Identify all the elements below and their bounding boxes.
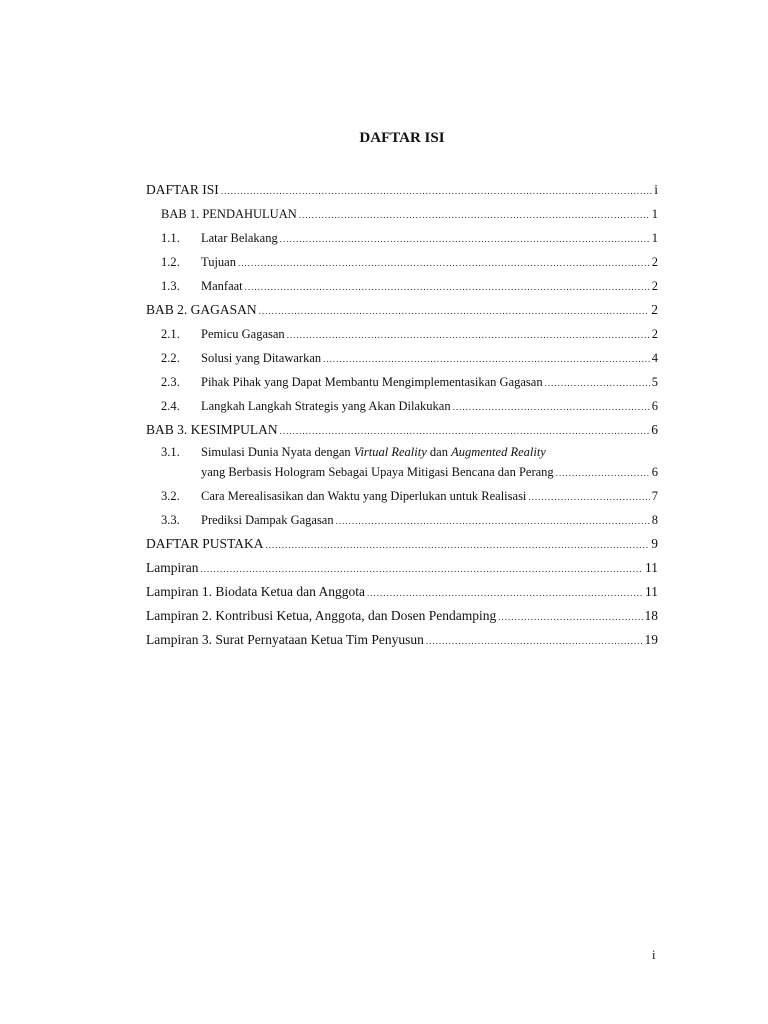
dot-leader	[299, 203, 650, 227]
dot-leader	[498, 605, 642, 629]
toc-entry-3-2[interactable]	[146, 484, 658, 508]
toc-number: 2.1.	[161, 327, 180, 341]
toc-number: 1.1.	[161, 231, 180, 245]
toc-label: Solusi yang Ditawarkan	[201, 351, 322, 365]
toc-page-number: 11	[645, 584, 658, 599]
toc-page-number: 2	[651, 279, 658, 293]
toc-label: Tujuan	[201, 255, 236, 269]
toc-page-number: 19	[644, 632, 658, 647]
toc-page-number: 6	[651, 465, 658, 479]
toc-page-number: 2	[651, 302, 658, 317]
dot-leader	[259, 299, 650, 323]
toc-label-italic: Virtual Reality	[353, 445, 427, 459]
toc-number: 2.4.	[161, 399, 180, 413]
toc-number: 3.3.	[161, 513, 180, 527]
toc-page-number: 7	[651, 489, 658, 503]
toc-entry-2-4[interactable]	[146, 394, 658, 418]
toc-page-number: 6	[651, 422, 658, 437]
toc-label: BAB 2. GAGASAN	[146, 302, 257, 317]
dot-leader	[238, 251, 650, 275]
toc-entry-daftar-pustaka[interactable]	[146, 532, 658, 556]
dot-leader	[453, 395, 650, 419]
toc-label-part: dan	[426, 445, 452, 459]
dot-leader	[265, 533, 649, 557]
dot-leader	[245, 275, 650, 299]
toc-entry-1-1[interactable]	[146, 226, 658, 250]
toc-label: yang Berbasis Hologram Sebagai Upaya Mitigasi Bencana dan Perang	[201, 465, 554, 479]
toc-number: 3.1.	[161, 445, 180, 459]
toc-label: Pihak Pihak yang Dapat Membantu Mengimplementasikan Gagasan	[201, 375, 543, 389]
toc-label: Lampiran	[146, 560, 199, 575]
toc-page-number: 4	[651, 351, 658, 365]
toc-page-number: 8	[651, 513, 658, 527]
toc-page-number: 18	[644, 608, 658, 623]
toc-entry-bab-2[interactable]	[146, 298, 658, 322]
toc-label: BAB 1. PENDAHULUAN	[161, 207, 297, 221]
dot-leader	[556, 463, 650, 483]
toc-number: 2.2.	[161, 351, 180, 365]
toc-page-number: 2	[651, 255, 658, 269]
dot-leader	[426, 629, 643, 653]
page-title: DAFTAR ISI	[359, 130, 445, 146]
toc-label: DAFTAR ISI	[146, 182, 219, 197]
toc-entry-3-3[interactable]	[146, 508, 658, 532]
dot-leader	[287, 323, 650, 347]
toc-label: Lampiran 1. Biodata Ketua dan Anggota	[146, 584, 365, 599]
toc-label: Latar Belakang	[201, 231, 278, 245]
toc-page-number: i	[654, 182, 658, 197]
toc-label-part: Simulasi Dunia Nyata dengan	[201, 445, 354, 459]
dot-leader	[200, 557, 643, 581]
toc-label: DAFTAR PUSTAKA	[146, 536, 264, 551]
dot-leader	[280, 227, 650, 251]
toc-label: Langkah Langkah Strategis yang Akan Dilakukan	[201, 399, 451, 413]
toc-entry-2-1[interactable]	[146, 322, 658, 346]
toc-label: Pemicu Gagasan	[201, 327, 285, 341]
toc-entry-lampiran-3[interactable]	[146, 628, 658, 652]
toc-number: 1.2.	[161, 255, 180, 269]
footer-page-number: i	[652, 948, 656, 962]
toc-page-number: 9	[651, 536, 658, 551]
toc-page-number: 5	[651, 375, 658, 389]
toc-label: Manfaat	[201, 279, 243, 293]
dot-leader	[367, 581, 643, 605]
toc-number: 1.3.	[161, 279, 180, 293]
toc-entry-2-3[interactable]	[146, 370, 658, 394]
toc-entry-first-line	[146, 442, 658, 462]
toc-page-number: 11	[645, 560, 658, 575]
toc-entry-daftar-isi[interactable]	[146, 178, 658, 202]
toc-label: Lampiran 2. Kontribusi Ketua, Anggota, dan Dosen Pendamping	[146, 608, 497, 623]
toc-entry-2-2[interactable]	[146, 346, 658, 370]
toc-entry-3-1[interactable]	[146, 442, 658, 484]
toc-label: Lampiran 3. Surat Pernyataan Ketua Tim Penyusun	[146, 632, 424, 647]
table-of-contents	[146, 178, 658, 652]
toc-page-number: 1	[651, 231, 658, 245]
toc-page-number: 2	[651, 327, 658, 341]
toc-label: BAB 3. KESIMPULAN	[146, 422, 278, 437]
dot-leader	[280, 419, 650, 443]
toc-label-italic: Augmented Reality	[451, 445, 546, 459]
dot-leader	[221, 179, 652, 203]
toc-entry-lampiran-2[interactable]	[146, 604, 658, 628]
toc-entry-second-line	[146, 462, 658, 484]
toc-page-number: 6	[651, 399, 658, 413]
toc-number: 2.3.	[161, 375, 180, 389]
dot-leader	[336, 509, 650, 533]
dot-leader	[528, 485, 649, 509]
toc-entry-1-2[interactable]	[146, 250, 658, 274]
toc-entry-bab-3[interactable]	[146, 418, 658, 442]
toc-entry-lampiran-1[interactable]	[146, 580, 658, 604]
dot-leader	[545, 371, 650, 395]
toc-label: Prediksi Dampak Gagasan	[201, 513, 334, 527]
toc-number: 3.2.	[161, 489, 180, 503]
toc-entry-bab-1[interactable]	[146, 202, 658, 226]
toc-page-number: 1	[651, 207, 658, 221]
toc-entry-lampiran[interactable]	[146, 556, 658, 580]
toc-label: Cara Merealisasikan dan Waktu yang Diperlukan untuk Realisasi	[201, 489, 527, 503]
toc-entry-1-3[interactable]	[146, 274, 658, 298]
dot-leader	[323, 347, 650, 371]
